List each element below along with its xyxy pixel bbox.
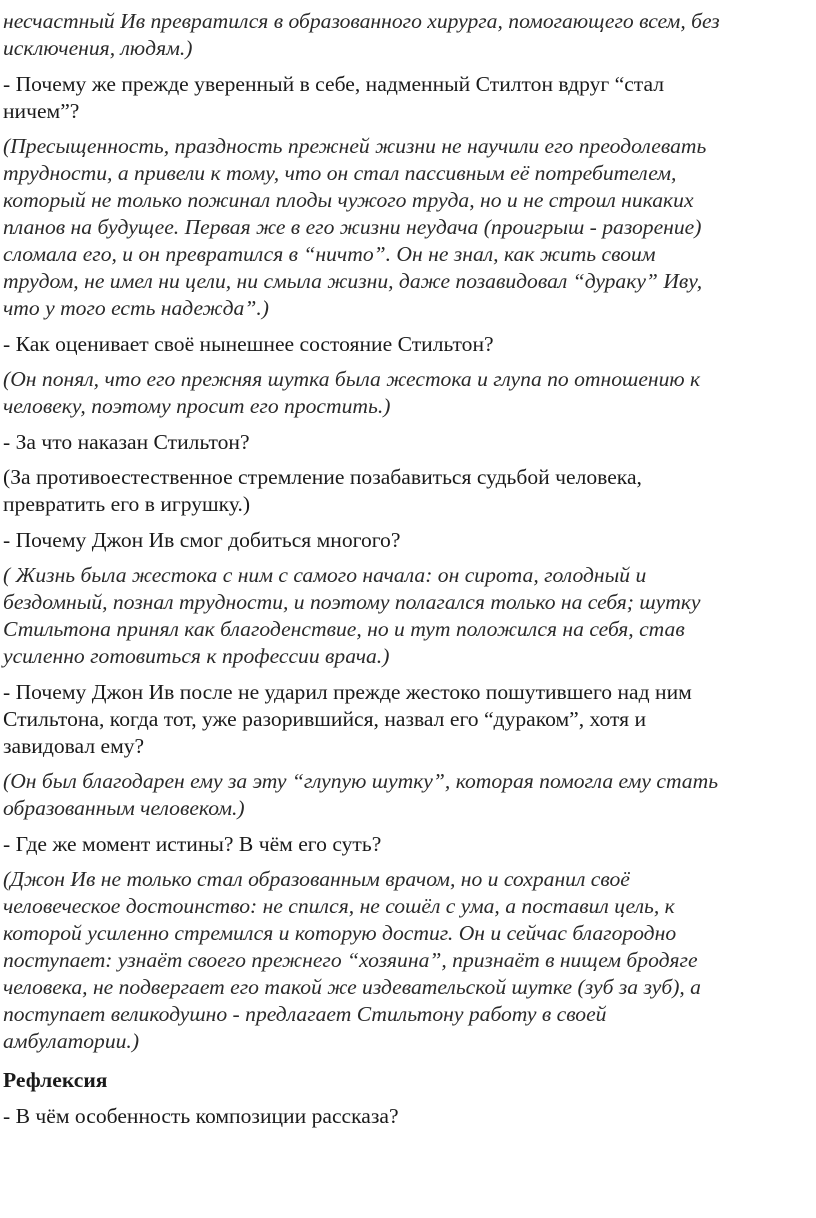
text-line: - Где же момент истины? В чём его суть? bbox=[3, 832, 382, 856]
answer-paragraph bbox=[3, 133, 812, 322]
text-line: Стильтона принял как благоденствие, но и тут положился на себя, став bbox=[3, 617, 685, 641]
text-line: (Пресыщенность, праздность прежней жизни не научили его преодолевать bbox=[3, 134, 707, 158]
text-line: (Он понял, что его прежняя шутка была жестока и глупа по отношению к bbox=[3, 367, 701, 391]
answer-paragraph bbox=[3, 8, 812, 62]
answer-paragraph bbox=[3, 768, 812, 822]
text-line: (За противоестественное стремление позабавиться судьбой человека, bbox=[3, 465, 642, 489]
text-line: - Почему Джон Ив смог добиться многого? bbox=[3, 528, 401, 552]
section-heading bbox=[3, 1067, 812, 1094]
question-paragraph bbox=[3, 527, 812, 554]
text-line: превратить его в игрушку.) bbox=[3, 492, 251, 516]
text-line: завидовал ему? bbox=[3, 734, 145, 758]
question-paragraph bbox=[3, 331, 812, 358]
text-line: которой усиленно стремился и которую достиг. Он и сейчас благородно bbox=[3, 921, 677, 945]
question-paragraph bbox=[3, 679, 812, 760]
answer-paragraph bbox=[3, 366, 812, 420]
text-line: который не только пожинал плоды чужого труда, но и не строил никаких bbox=[3, 188, 694, 212]
text-line: (Джон Ив не только стал образованным врачом, но и сохранил своё bbox=[3, 867, 630, 891]
text-line: что у того есть надежда”.) bbox=[3, 296, 269, 320]
answer-paragraph bbox=[3, 464, 812, 518]
text-line: трудом, не имел ни цели, ни смыла жизни, даже позавидовал “дураку” Иву, bbox=[3, 269, 703, 293]
text-line: поступает великодушно - предлагает Стильтону работу в своей bbox=[3, 1002, 607, 1026]
text-line: поступает: узнаёт своего прежнего “хозяина”, признаёт в нищем бродяге bbox=[3, 948, 698, 972]
text-line: ничем”? bbox=[3, 99, 80, 123]
text-line: исключения, людям.) bbox=[3, 36, 193, 60]
text-line: ( Жизнь была жестока с ним с самого начала: он сирота, голодный и bbox=[3, 563, 647, 587]
text-line: - За что наказан Стильтон? bbox=[3, 430, 250, 454]
text-line: человеку, поэтому просит его простить.) bbox=[3, 394, 391, 418]
answer-paragraph bbox=[3, 866, 812, 1055]
heading-text: Рефлексия bbox=[3, 1068, 108, 1092]
text-line: (Он был благодарен ему за эту “глупую шутку”, которая помогла ему стать bbox=[3, 769, 719, 793]
answer-paragraph bbox=[3, 562, 812, 670]
question-paragraph bbox=[3, 71, 812, 125]
text-line: усиленно готовиться к профессии врача.) bbox=[3, 644, 390, 668]
text-line: - Как оценивает своё нынешнее состояние Стильтон? bbox=[3, 332, 494, 356]
text-line: человеческое достоинство: не спился, не сошёл с ума, а поставил цель, к bbox=[3, 894, 675, 918]
question-paragraph bbox=[3, 831, 812, 858]
text-line: планов на будущее. Первая же в его жизни неудача (проигрыш - разорение) bbox=[3, 215, 702, 239]
text-line: амбулатории.) bbox=[3, 1029, 140, 1053]
text-line: Стильтона, когда тот, уже разорившийся, назвал его “дураком”, хотя и bbox=[3, 707, 647, 731]
question-paragraph bbox=[3, 429, 812, 456]
text-line: бездомный, познал трудности, и поэтому полагался только на себя; шутку bbox=[3, 590, 701, 614]
question-paragraph bbox=[3, 1103, 812, 1130]
text-line: - Почему же прежде уверенный в себе, надменный Стилтон вдруг “стал bbox=[3, 72, 665, 96]
text-line: трудности, а привели к тому, что он стал пассивным её потребителем, bbox=[3, 161, 677, 185]
text-line: сломала его, и он превратился в “ничто”. Он не знал, как жить своим bbox=[3, 242, 656, 266]
text-line: человека, не подвергает его такой же издевательской шутке (зуб за зуб), а bbox=[3, 975, 701, 999]
text-line: - Почему Джон Ив после не ударил прежде жестоко пошутившего над ним bbox=[3, 680, 692, 704]
text-line: - В чём особенность композиции рассказа? bbox=[3, 1104, 399, 1128]
text-line: несчастный Ив превратился в образованного хирурга, помогающего всем, без bbox=[3, 9, 720, 33]
text-line: образованным человеком.) bbox=[3, 796, 245, 820]
